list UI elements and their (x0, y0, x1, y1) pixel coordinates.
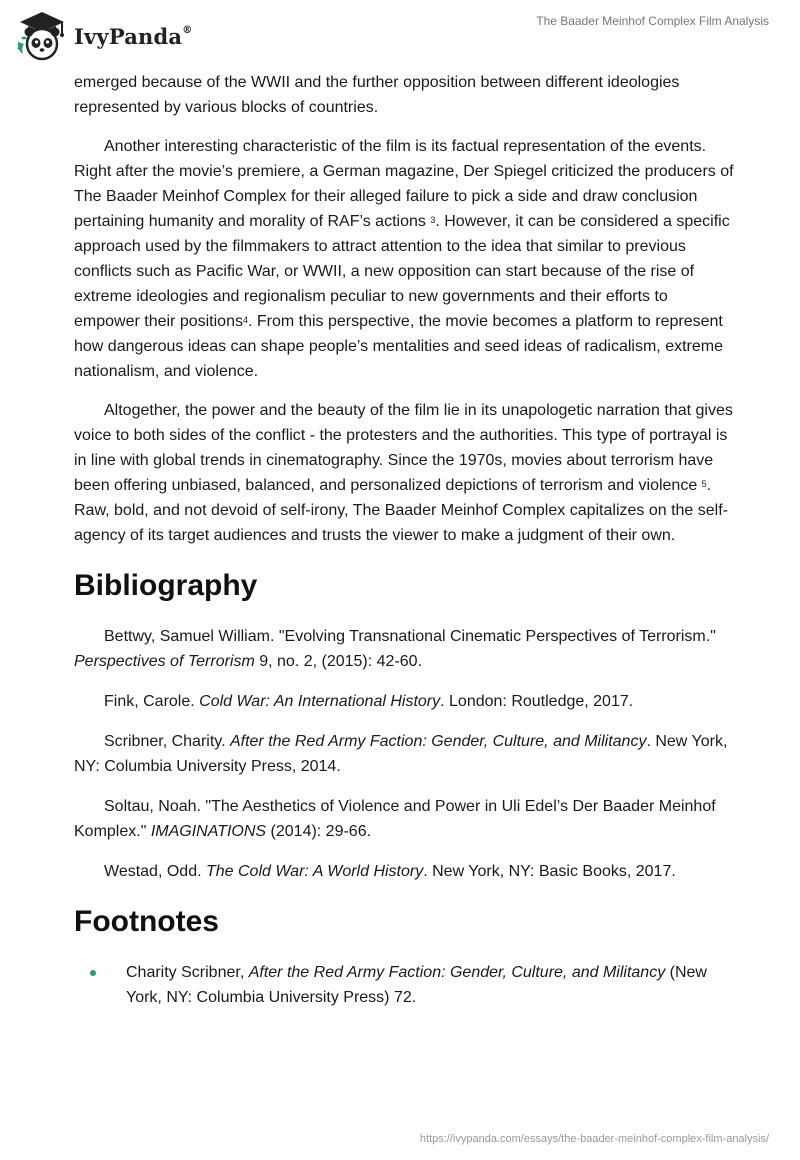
bibliography-entry (74, 859, 734, 884)
article-content (74, 70, 734, 1010)
bib-entry-title: Cold War: An International History (199, 693, 441, 710)
bibliography-entry (74, 729, 734, 779)
footnote-author: Charity Scribner, (126, 964, 249, 981)
bullet-icon (90, 970, 96, 976)
bib-entry-author: Soltau, Noah. "The Aesthetics of Violence and Power in Uli Edel’s Der Baader Meinhof Komplex." (74, 798, 716, 840)
paragraph-2-text-c: . From this perspective, the movie becomes a platform to represent how dangerous ideas can shape people’s mentalities and seed ideas of radicalism, extreme nationalism, and violence. (74, 313, 723, 380)
bib-entry-author: Bettwy, Samuel William. "Evolving Transnational Cinematic Perspectives of Terrorism." (104, 628, 716, 645)
bib-entry-title: The Cold War: A World History (205, 863, 424, 880)
footnote-details: (New York, NY: Columbia University Press) 72. (126, 964, 707, 1006)
footnote-ref-5[interactable]: 5 (701, 479, 707, 489)
paragraph-2-text-b: . However, it can be considered a specific approach used by the filmmakers to attract attention to the idea that similar to previous conflicts such as Pacific War, or WWII, a new opposition can start because of the rise of extreme ideologies and regionalism peculiar to new governments and their efforts to empower their positions (74, 213, 730, 330)
bib-entry-details: (2014): 29-66. (266, 823, 372, 840)
bib-entry-title: IMAGINATIONS (150, 823, 267, 840)
registered-mark: ® (182, 24, 193, 36)
bib-entry-details: . New York, NY: Columbia University Press, 2014. (74, 733, 728, 775)
paragraph-1: emerged because of the WWII and the further opposition between different ideologies represented by various blocks of countries. (74, 74, 680, 116)
panda-icon (14, 8, 70, 64)
paragraph-2-text-a: Another interesting characteristic of the film is its factual representation of the events. Right after the movie’s premiere, a German magazine, Der Spiegel criticized the producers of The Baader Meinhof Complex for their alleged failure to pick a side and draw conclusion pertaining humanity and morality of RAF’s actions (74, 138, 734, 230)
bib-entry-author: Scribner, Charity. (104, 733, 230, 750)
document-title: The Baader Meinhof Complex Film Analysis (536, 14, 769, 28)
footnote-ref-4[interactable]: 4 (242, 315, 248, 325)
footnotes-heading: Footnotes (74, 905, 219, 938)
paragraph-3-text-a: Altogether, the power and the beauty of the film lie in its unapologetic narration that gives voice to both sides of the conflict - the protesters and the authorities. This type of portrayal is in line with global trends in cinematography. Since the 1970s, movies about terrorism have been offering unbiased, balanced, and personalized depictions of terrorism and violence (74, 402, 733, 494)
bib-entry-author: Westad, Odd. (104, 863, 206, 880)
footnote-item (74, 960, 734, 1010)
bibliography-entry (74, 689, 734, 714)
bib-entry-details: 9, no. 2, (2015): 42-60. (254, 653, 423, 670)
footnotes-list (74, 960, 734, 1010)
logo-wordmark (74, 24, 192, 49)
paragraph-3-text-b: . Raw, bold, and not devoid of self-irony, The Baader Meinhof Complex capitalizes on the self-agency of its target audiences and trusts the viewer to make a judgment of their own. (74, 477, 728, 544)
ivypanda-logo[interactable] (14, 8, 192, 64)
bib-entry-title: Perspectives of Terrorism (74, 653, 255, 670)
page-header (0, 0, 800, 70)
logo-text: IvyPanda (74, 23, 183, 49)
footnote-title: After the Red Army Faction: Gender, Culture, and Militancy (248, 964, 666, 981)
source-url-link[interactable]: https://ivypanda.com/essays/the-baader-meinhof-complex-film-analysis/ (419, 1133, 769, 1145)
bibliography-entry (74, 624, 734, 674)
paragraph-3 (74, 398, 734, 548)
footnote-ref-3[interactable]: 3 (430, 215, 436, 225)
bib-entry-author: Fink, Carole. (104, 693, 200, 710)
bib-entry-title: After the Red Army Faction: Gender, Culture, and Militancy (229, 733, 647, 750)
paragraph-2 (74, 134, 734, 384)
bibliography-entry (74, 794, 734, 844)
bib-entry-details: . New York, NY: Basic Books, 2017. (423, 863, 676, 880)
bib-entry-details: . London: Routledge, 2017. (440, 693, 634, 710)
bibliography-heading: Bibliography (74, 569, 258, 602)
